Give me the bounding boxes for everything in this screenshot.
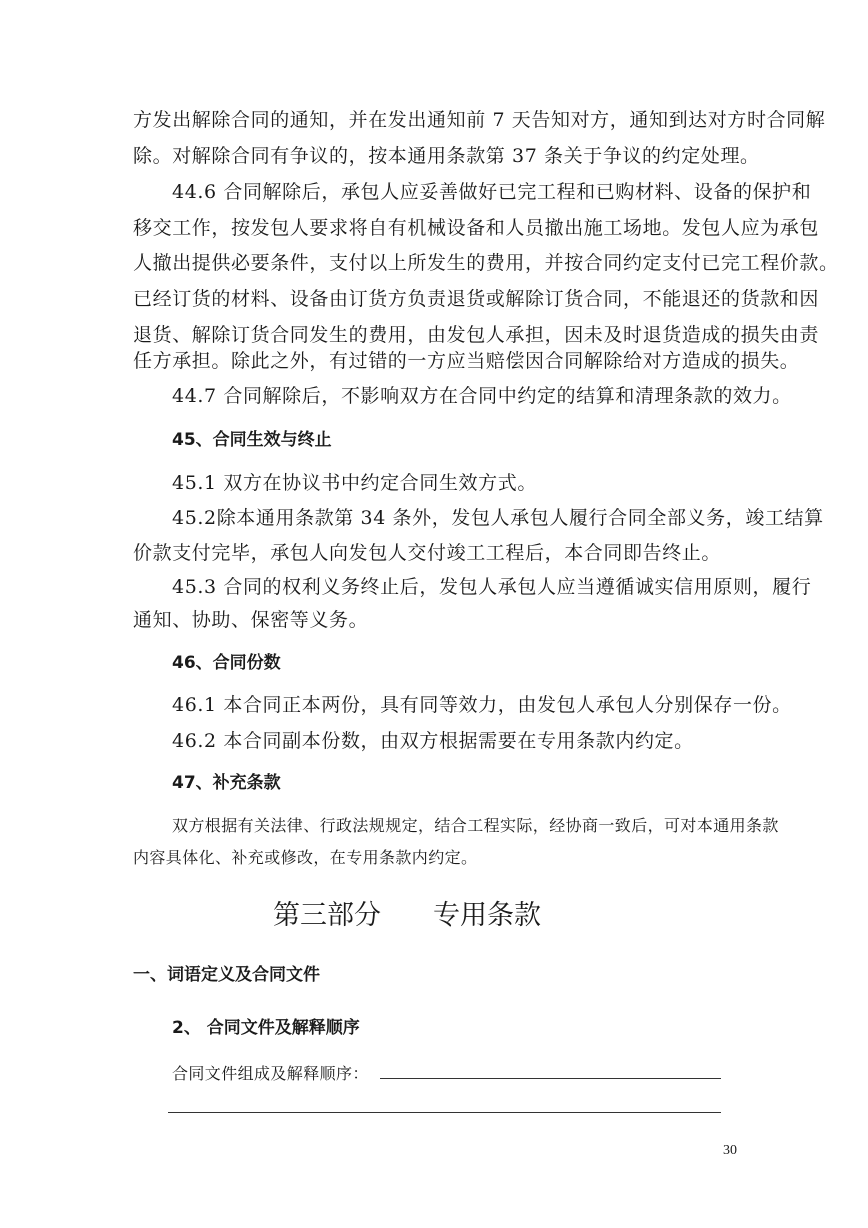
paragraph-45-3-line-1: 45.3 合同的权利义务终止后，发包人承包人应当遵循诚实信用原则，履行 bbox=[172, 576, 812, 598]
paragraph-46-2: 46.2 本合同副本份数，由双方根据需要在专用条款内约定。 bbox=[172, 730, 694, 752]
item-heading-contract-documents: 2、 合同文件及解释顺序 bbox=[172, 1018, 360, 1038]
section-heading-definitions: 一、词语定义及合同文件 bbox=[133, 965, 320, 985]
paragraph-44-6-line-6: 任方承担。除此之外，有过错的一方应当赔偿因合同解除给对方造成的损失。 bbox=[133, 350, 800, 372]
paragraph-47-line-2: 内容具体化、补充或修改，在专用条款内约定。 bbox=[133, 848, 478, 867]
paragraph-44-6-line-3: 人撤出提供必要条件，支付以上所发生的费用，并按合同约定支付已完工程价款。 bbox=[133, 252, 839, 274]
section-heading-47: 47、补充条款 bbox=[172, 773, 281, 793]
paragraph-44-7: 44.7 合同解除后，不影响双方在合同中约定的结算和清理条款的效力。 bbox=[172, 385, 792, 407]
fill-in-blank-line-2[interactable] bbox=[168, 1112, 721, 1113]
fill-in-blank-line-1[interactable] bbox=[380, 1078, 721, 1079]
page-number: 30 bbox=[723, 1143, 737, 1158]
section-heading-46: 46、合同份数 bbox=[172, 653, 281, 673]
fill-in-label: 合同文件组成及解释顺序： bbox=[172, 1064, 369, 1083]
paragraph-44-5-line-1: 方发出解除合同的通知，并在发出通知前 7 天告知对方，通知到达对方时合同解 bbox=[133, 109, 826, 131]
paragraph-45-2-line-2: 价款支付完毕，承包人向发包人交付竣工工程后，本合同即告终止。 bbox=[133, 542, 722, 564]
paragraph-44-5-line-2: 除。对解除合同有争议的，按本通用条款第 37 条关于争议的约定处理。 bbox=[133, 145, 760, 167]
paragraph-46-1: 46.1 本合同正本两份，具有同等效力，由发包人承包人分别保存一份。 bbox=[172, 694, 792, 716]
paragraph-44-6-line-2: 移交工作，按发包人要求将自有机械设备和人员撤出施工场地。发包人应为承包 bbox=[133, 217, 820, 239]
paragraph-47-line-1: 双方根据有关法律、行政法规规定，结合工程实际，经协商一致后，可对本通用条款 bbox=[172, 816, 779, 835]
paragraph-44-6-line-4: 已经订货的材料、设备由订货方负责退货或解除订货合同，不能退还的货款和因 bbox=[133, 288, 820, 310]
part-three-title bbox=[273, 899, 541, 933]
paragraph-44-6-line-1: 44.6 合同解除后，承包人应妥善做好已完工程和已购材料、设备的保护和 bbox=[172, 181, 812, 203]
paragraph-45-3-line-2: 通知、协助、保密等义务。 bbox=[133, 609, 369, 631]
paragraph-44-6-line-5: 退货、解除订货合同发生的费用，由发包人承担，因未及时退货造成的损失由责 bbox=[133, 324, 820, 346]
section-heading-45: 45、合同生效与终止 bbox=[172, 430, 332, 450]
paragraph-45-1: 45.1 双方在协议书中约定合同生效方式。 bbox=[172, 472, 537, 494]
paragraph-45-2-line-1: 45.2除本通用条款第 34 条外，发包人承包人履行合同全部义务，竣工结算 bbox=[172, 507, 824, 529]
special-terms-label: 专用条款 bbox=[433, 900, 541, 931]
part-three-label: 第三部分 bbox=[273, 900, 381, 931]
